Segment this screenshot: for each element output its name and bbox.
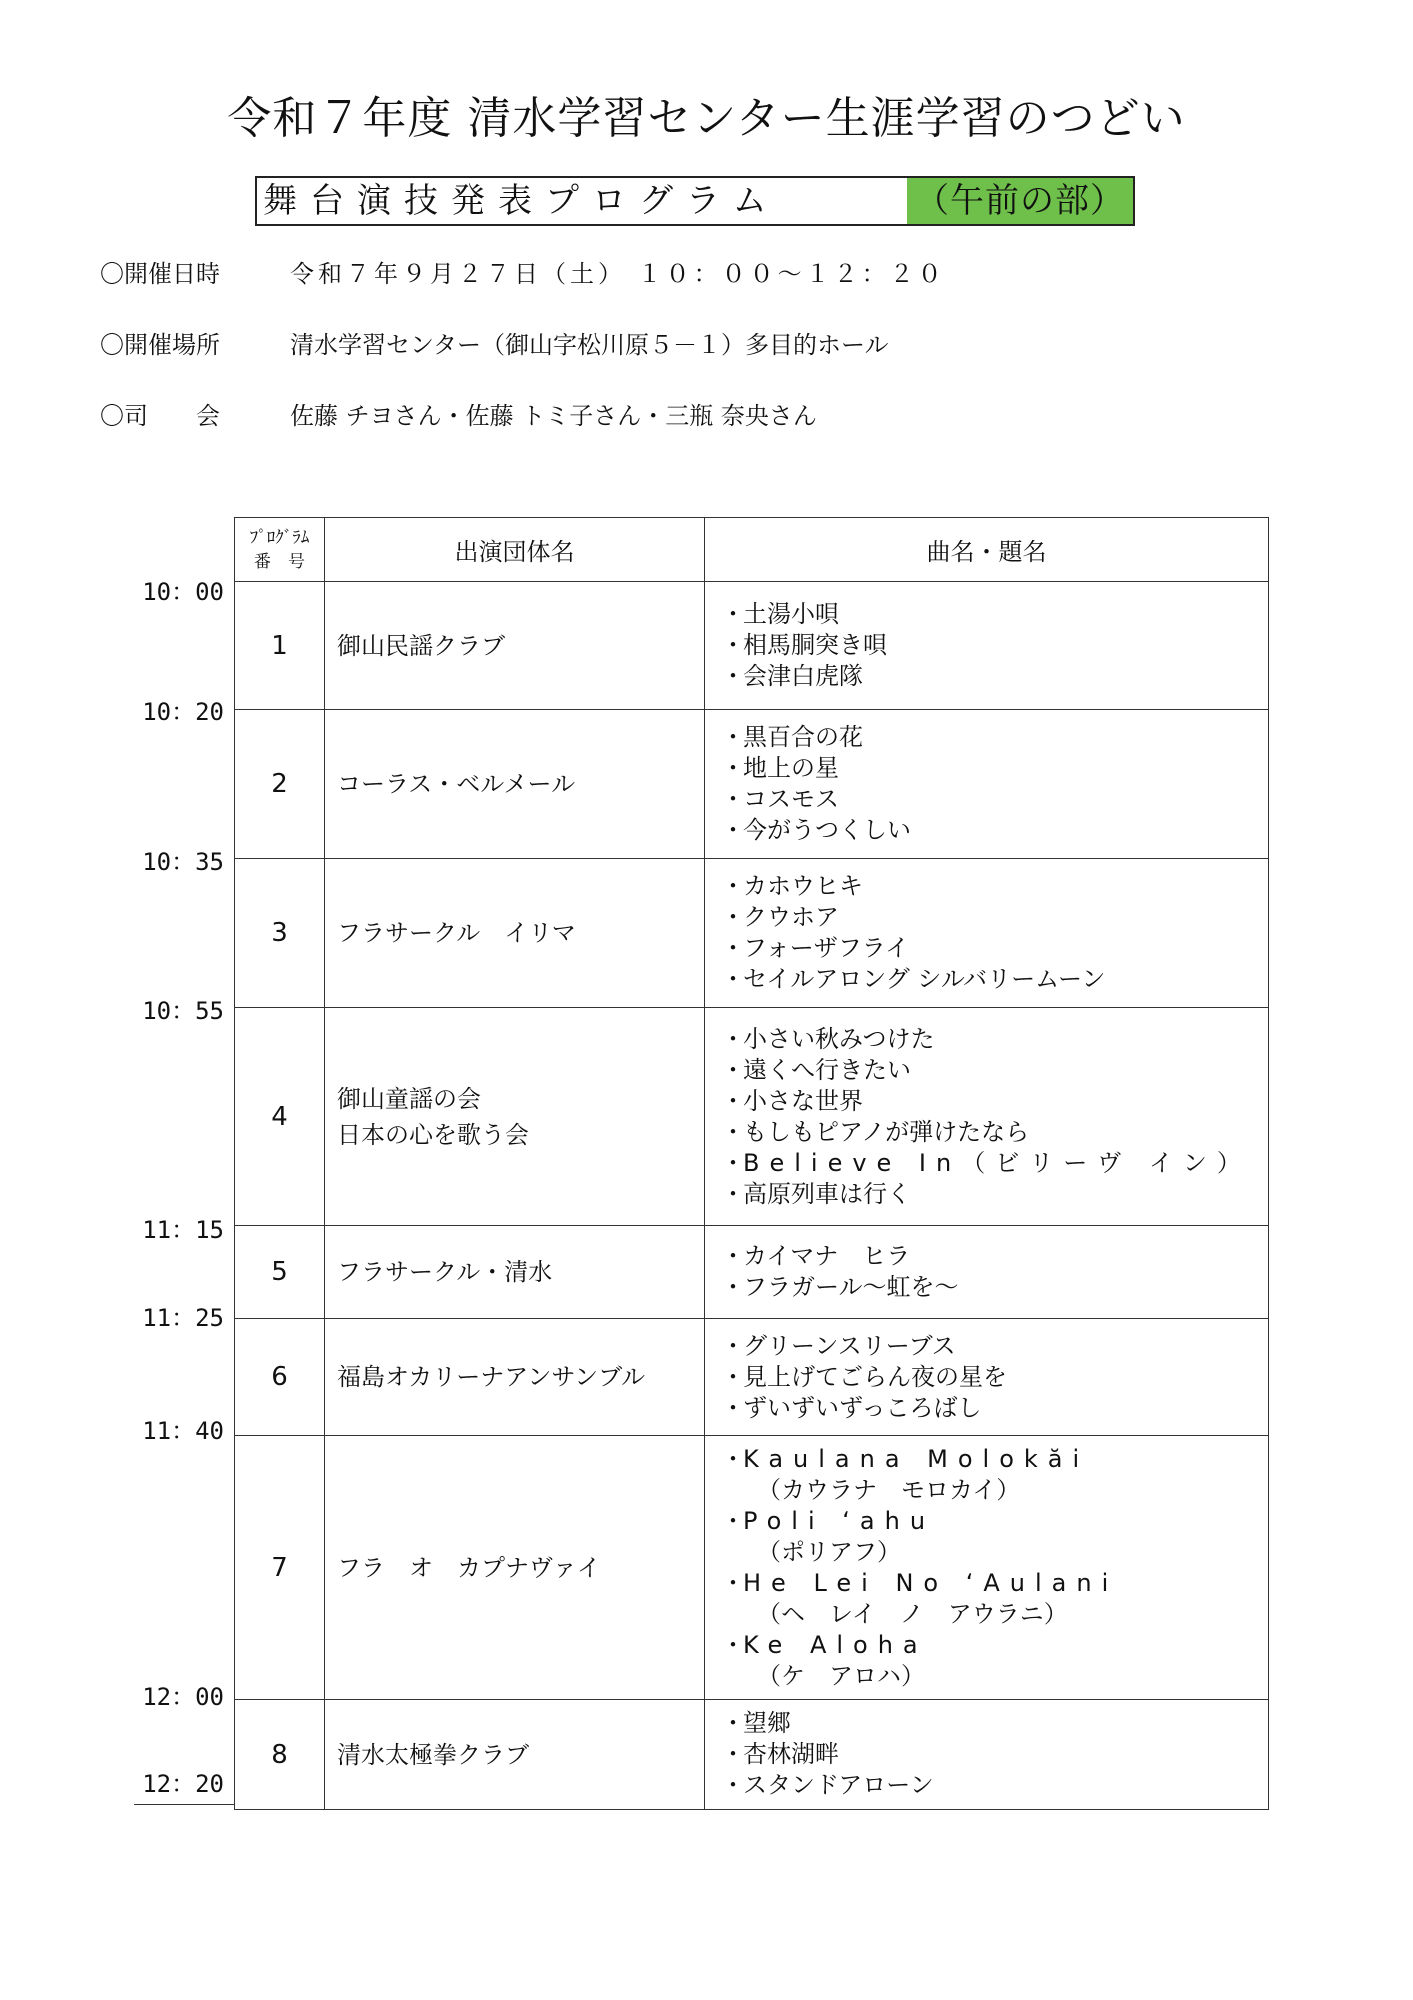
row-number: 6 xyxy=(235,1319,325,1436)
group-name-line: 御山童謡の会 xyxy=(337,1084,481,1113)
song-item: ・会津白虎隊 xyxy=(721,662,863,690)
song-item: ・杏林湖畔 xyxy=(721,1740,839,1768)
program-row-7 xyxy=(235,1436,1269,1700)
header-number-top: ﾌﾟﾛｸﾞﾗﾑ xyxy=(249,527,310,548)
header-number-bottom: 番 号 xyxy=(254,551,305,572)
row-number: 1 xyxy=(235,582,325,710)
info-mc-value: 佐藤 チヨさん・佐藤 トミ子さん・三瓶 奈央さん xyxy=(290,402,817,430)
time-marker: 12：00 xyxy=(142,1683,224,1711)
info-place xyxy=(100,325,889,360)
song-list xyxy=(705,859,1269,1008)
song-list xyxy=(705,1700,1269,1810)
program-row-2 xyxy=(235,710,1269,859)
song-item: ・相馬胴突き唄 xyxy=(721,631,887,659)
group-name xyxy=(325,1226,705,1319)
song-item: ・カホウヒキ xyxy=(721,872,863,900)
song-item: ・黒百合の花 xyxy=(721,723,863,751)
song-item: ・クウホア xyxy=(721,903,839,931)
group-name-line: 福島オカリーナアンサンブル xyxy=(337,1363,646,1391)
program-row-6 xyxy=(235,1319,1269,1436)
song-item: ・Kaulana Molokăi xyxy=(721,1444,1090,1473)
program-subtitle xyxy=(255,176,1135,226)
program-row-1 xyxy=(235,582,1269,710)
song-item: ・望郷 xyxy=(721,1709,791,1737)
group-name xyxy=(325,859,705,1008)
song-item: ・Ke Aloha xyxy=(721,1630,928,1659)
subtitle-part-highlight: （午前の部） xyxy=(907,178,1133,224)
bottom-rule xyxy=(134,1804,234,1805)
program-row-8 xyxy=(235,1700,1269,1810)
group-name-line: 御山民謡クラブ xyxy=(337,631,505,660)
program-row-4 xyxy=(235,1008,1269,1226)
program-row-3 xyxy=(235,859,1269,1008)
group-name xyxy=(325,582,705,710)
time-marker: 11：25 xyxy=(142,1304,224,1332)
song-item-reading: （ポリアフ） xyxy=(757,1537,901,1566)
song-item: ・小さな世界 xyxy=(721,1086,863,1115)
song-list xyxy=(705,582,1269,710)
time-marker: 12：20 xyxy=(142,1770,224,1798)
info-place-label: 〇開催場所 xyxy=(100,331,220,359)
group-name xyxy=(325,1700,705,1810)
row-number: 5 xyxy=(235,1226,325,1319)
row-number: 3 xyxy=(235,859,325,1008)
song-item: ・高原列車は行く xyxy=(721,1179,911,1208)
song-item: ・カイマナ ヒラ xyxy=(721,1242,911,1270)
group-name-line: フラサークル イリマ xyxy=(337,919,576,947)
time-marker: 10：55 xyxy=(142,997,224,1025)
group-name-line: フラサークル・清水 xyxy=(337,1258,553,1286)
song-item: ・Believe In（ビリーヴ イン） xyxy=(721,1148,1251,1177)
row-number: 8 xyxy=(235,1700,325,1810)
song-item: ・コスモス xyxy=(721,785,839,813)
song-item-reading: （カウラナ モロカイ） xyxy=(757,1475,1021,1504)
song-item: ・Poli ʻahu xyxy=(721,1506,936,1535)
group-name-line: 清水太極拳クラブ xyxy=(337,1740,529,1769)
time-marker: 10：35 xyxy=(142,848,224,876)
group-name-line: フラ オ カプナヴァイ xyxy=(337,1553,601,1582)
group-name xyxy=(325,1008,705,1226)
song-item: ・グリーンスリーブス xyxy=(721,1331,956,1360)
group-name xyxy=(325,1319,705,1436)
program-row-5 xyxy=(235,1226,1269,1319)
page-title: 令和７年度 清水学習センター生涯学習のつどい xyxy=(227,93,1186,144)
time-marker: 11：40 xyxy=(142,1417,224,1445)
row-number: 2 xyxy=(235,710,325,859)
song-list xyxy=(705,1226,1269,1319)
song-item: ・He Lei No ʻAulani xyxy=(721,1568,1119,1597)
time-marker: 11：15 xyxy=(142,1216,224,1244)
song-list xyxy=(705,1436,1269,1700)
song-list xyxy=(705,1008,1269,1226)
group-name xyxy=(325,1436,705,1700)
group-name-line: コーラス・ベルメール xyxy=(337,770,576,798)
song-item: ・地上の星 xyxy=(721,754,839,782)
header-group-name: 出演団体名 xyxy=(325,518,705,582)
info-date-label: 〇開催日時 xyxy=(100,260,220,288)
song-item: ・もしもピアノが弾けたなら xyxy=(721,1117,1030,1146)
program-table xyxy=(234,517,1269,1810)
song-list xyxy=(705,710,1269,859)
header-program-number xyxy=(235,518,325,582)
song-item: ・セイルアロング シルバリームーン xyxy=(721,965,1106,993)
song-list xyxy=(705,1319,1269,1436)
song-item: ・フラガール～虹を～ xyxy=(721,1273,959,1301)
group-name xyxy=(325,710,705,859)
song-item: ・今がうつくしい xyxy=(721,816,911,844)
time-marker: 10：00 xyxy=(142,578,224,606)
row-number: 4 xyxy=(235,1008,325,1226)
info-mc xyxy=(100,396,817,431)
info-date-value: 令和７年９月２７日（土） １０：００～１２：２０ xyxy=(290,260,946,288)
song-item: ・フォーザフライ xyxy=(721,934,910,962)
info-date xyxy=(100,254,946,289)
group-name-line: 日本の心を歌う会 xyxy=(337,1120,529,1149)
header-song-titles: 曲名・題名 xyxy=(705,518,1269,582)
song-item: ・ずいずいずっころばし xyxy=(721,1393,982,1422)
time-marker: 10：20 xyxy=(142,698,224,726)
info-place-value: 清水学習センター（御山字松川原５－１）多目的ホール xyxy=(290,331,889,359)
song-item: ・スタンドアローン xyxy=(721,1771,934,1799)
row-number: 7 xyxy=(235,1436,325,1700)
song-item: ・小さい秋みつけた xyxy=(721,1024,935,1053)
song-item: ・土湯小唄 xyxy=(721,600,839,628)
info-mc-label: 〇司 会 xyxy=(100,402,220,430)
song-item: ・遠くへ行きたい xyxy=(721,1055,911,1084)
song-item-reading: （ケ アロハ） xyxy=(757,1661,925,1690)
subtitle-main: 舞台演技発表プログラム xyxy=(263,181,780,221)
song-item: ・見上げてごらん夜の星を xyxy=(721,1362,1007,1391)
song-item-reading: （ヘ レイ ノ アウラニ） xyxy=(757,1599,1068,1628)
